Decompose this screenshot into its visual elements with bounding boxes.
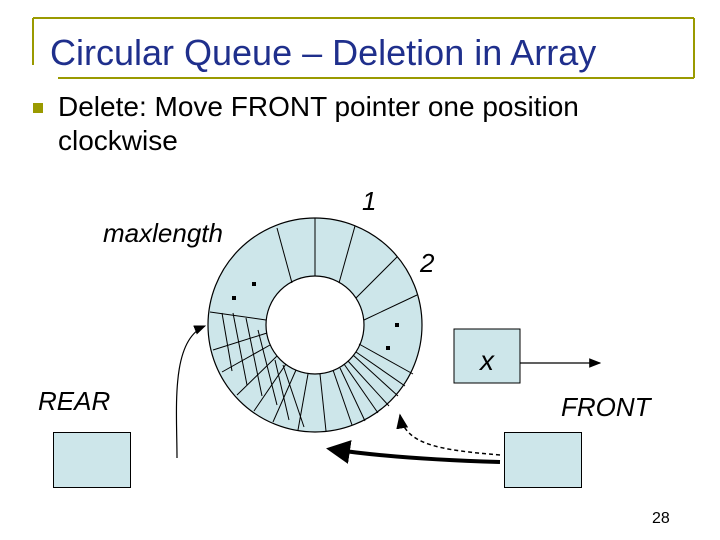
rear-pointer-arrow <box>176 326 205 458</box>
label-front: FRONT <box>561 392 651 422</box>
label-maxlength: maxlength <box>103 218 223 248</box>
label-index-1: 1 <box>362 186 377 216</box>
slide-title: Circular Queue – Deletion in Array <box>50 32 597 73</box>
page-number: 28 <box>652 510 670 527</box>
label-rear: REAR <box>38 386 111 416</box>
old-front-pointer-arrow <box>400 415 500 455</box>
front-pointer-box <box>504 432 582 488</box>
rear-pointer-box <box>53 432 131 488</box>
new-front-pointer-arrow <box>330 449 500 462</box>
label-element-x: x <box>480 345 494 376</box>
label-index-2: 2 <box>420 248 435 278</box>
bullet-text: Delete: Move FRONT pointer one position clockwise <box>58 91 579 156</box>
